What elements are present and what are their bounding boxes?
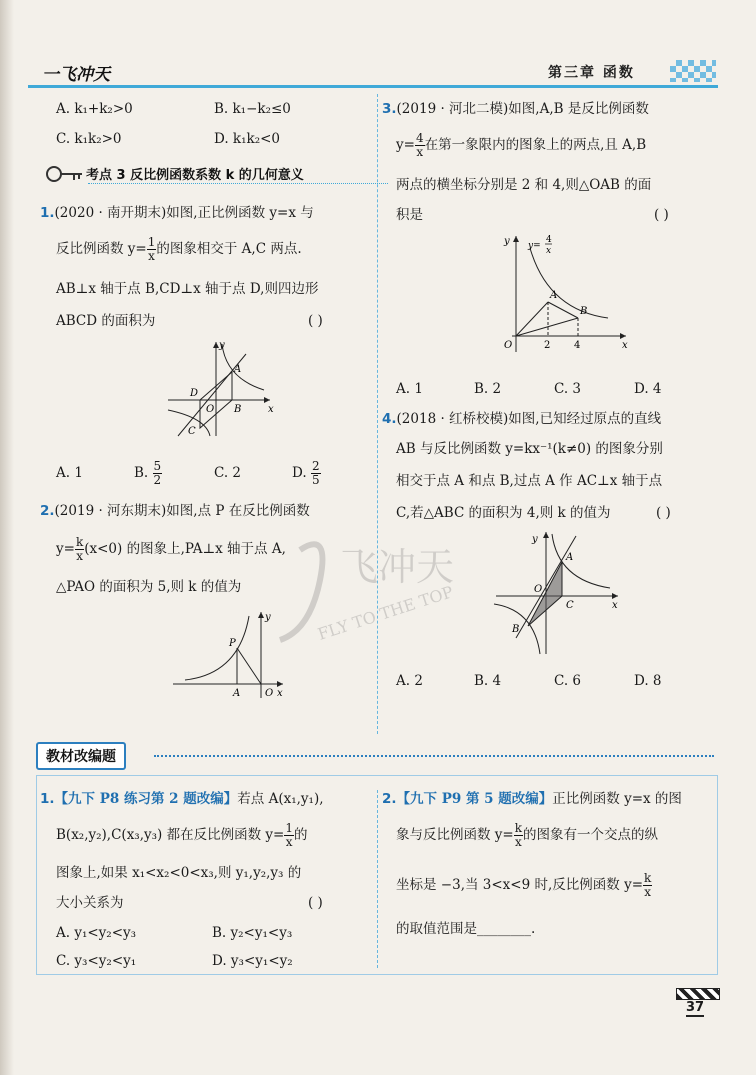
q4-source: (2018 · 红桥校模) <box>396 411 509 427</box>
page-number: 37 <box>686 1000 705 1015</box>
q3-fig-y: y <box>504 236 510 247</box>
q1-number: 1. <box>40 205 55 221</box>
watermark-sub: FLY TO THE TOP <box>315 582 456 644</box>
kaodian-underline <box>88 183 388 184</box>
q2-fig-p: P <box>229 638 236 649</box>
q1-line2-b: 的图象相交于 A,C 两点. <box>156 241 302 257</box>
q3-line1: 如图,A,B 是反比例函数 <box>508 101 649 117</box>
q2-line2-a: y= <box>56 541 75 557</box>
q4-line1: 如图,已知经过原点的直线 <box>508 411 662 427</box>
prev-option-a: A. k₁+k₂>0 <box>56 101 133 117</box>
q3-option-b: B. 2 <box>474 381 502 397</box>
key-icon <box>44 163 84 185</box>
header-checker-decoration <box>670 60 716 82</box>
watermark-main: 飞冲天 <box>340 545 455 589</box>
q1-option-c: C. 2 <box>214 465 242 481</box>
q3-fig-tick4: 4 <box>574 340 581 351</box>
q1-line3: AB⊥x 轴于点 B,CD⊥x 轴于点 D,则四边形 <box>56 281 319 297</box>
q3-line4: 积是 <box>396 207 423 223</box>
q4-line3: 相交于点 A 和点 B,过点 A 作 AC⊥x 轴于点 <box>396 473 663 489</box>
section-title: 教材改编题 <box>36 742 126 770</box>
q3-fig-o: O <box>504 340 513 351</box>
q2-line2-b: (x<0) 的图象上,PA⊥x 轴于点 A, <box>84 541 286 557</box>
t1-option-b: B. y₂<y₁<y₃ <box>212 925 293 941</box>
bottom-column-divider <box>377 790 378 968</box>
q1-line4: ABCD 的面积为 <box>56 313 156 329</box>
q4-fig-b: B <box>512 624 520 635</box>
q1-fig-c: C <box>188 426 196 437</box>
q3-source: (2019 · 河北二模) <box>396 101 509 117</box>
q3-line3: 两点的横坐标分别是 2 和 4,则△OAB 的面 <box>396 177 652 193</box>
q2-line1: 如图,点 P 在反比例函数 <box>166 503 310 519</box>
page-number-stripes <box>676 988 720 1000</box>
watermark <box>260 520 520 660</box>
q1-option-a: A. 1 <box>56 465 83 481</box>
q2-source: (2019 · 河东期末) <box>54 503 167 519</box>
q2-number: 2. <box>40 503 55 519</box>
q4-option-a: A. 2 <box>396 673 423 689</box>
header-rule <box>28 85 718 88</box>
q3-line2-a: y= <box>396 137 415 153</box>
q3-line2-b: 在第一象限内的图象上的两点,且 A,B <box>424 137 647 153</box>
question-1 <box>40 198 370 488</box>
q1-line2-a: 反比例函数 y= <box>56 241 147 257</box>
q3-option-a: A. 1 <box>396 381 423 397</box>
q1-source: (2020 · 南开期末) <box>54 205 167 221</box>
q4-option-d: D. 8 <box>634 673 662 689</box>
t1-answer-paren: ( ) <box>308 895 323 911</box>
page-header <box>28 58 718 90</box>
t1-line4: 大小关系为 <box>56 895 124 911</box>
q3-fig-a: A <box>550 290 558 301</box>
q3-fig-fn: y= <box>528 241 541 251</box>
q1-line1: 如图,正比例函数 y=x 与 <box>166 205 314 221</box>
section-dotted-rule <box>154 755 714 757</box>
q4-fig-o: O <box>534 584 543 595</box>
t2-tag: 【九下 P9 第 5 题改编】 <box>396 791 553 807</box>
t2-line1: 正比例函数 y=x 的图 <box>552 791 682 807</box>
q4-line4: C,若△ABC 的面积为 4,则 k 的值为 <box>396 505 611 521</box>
t2-line4: 的取值范围是________. <box>396 921 536 937</box>
q1-option-d: D. $\frac{2}{5}$ <box>292 459 320 487</box>
q3-figure <box>502 230 632 356</box>
prev-option-d: D. k₁k₂<0 <box>214 131 281 147</box>
q4-fig-y: y <box>532 534 538 545</box>
prev-option-b: B. k₁−k₂≤0 <box>214 101 291 117</box>
q1-fig-o: O <box>206 404 215 415</box>
q1-fig-x: x <box>268 404 274 415</box>
t1-line2-a: B(x₂,y₂),C(x₃,y₃) 都在反比例函数 y= <box>56 827 285 843</box>
textbook-question-2 <box>382 784 717 974</box>
section-header <box>36 742 716 768</box>
q3-fig-x: x <box>622 340 628 351</box>
t1-line1: 若点 A(x₁,y₁), <box>237 791 324 807</box>
q2-fig-y: y <box>265 612 271 623</box>
t1-fraction: $\frac{1}{x}$ <box>285 821 293 849</box>
q3-fraction: $\frac{4}{x}$ <box>415 131 424 159</box>
q4-option-b: B. 4 <box>474 673 502 689</box>
q1-fig-d: D <box>190 388 199 399</box>
t2-line2-a: 象与反比例函数 y= <box>396 827 514 843</box>
watermark-art <box>260 520 520 660</box>
q1-figure <box>160 338 280 438</box>
t1-option-a: A. y₁<y₂<y₃ <box>56 925 137 941</box>
t1-line3: 图象上,如果 x₁<x₂<0<x₃,则 y₁,y₂,y₃ 的 <box>56 865 302 881</box>
textbook-question-1 <box>40 784 370 974</box>
t1-option-d: D. y₃<y₁<y₂ <box>212 953 293 969</box>
q2-fig-a: A <box>233 688 241 699</box>
kaodian-heading <box>44 163 304 185</box>
q4-number: 4. <box>382 411 397 427</box>
q2-fig-x: x <box>277 688 283 699</box>
q1-answer-paren: ( ) <box>308 313 323 329</box>
question-3 <box>382 94 717 404</box>
page-number-badge <box>676 988 722 1020</box>
q1-option-b: B. $\frac{5}{2}$ <box>134 459 162 487</box>
kaodian-label: 考点 3 反比例函数系数 k 的几何意义 <box>86 168 304 183</box>
q3-fig-fn-num: 4 <box>546 235 552 245</box>
q3-option-c: C. 3 <box>554 381 582 397</box>
q1-fig-b: B <box>234 404 242 415</box>
q3-fig-tick2: 2 <box>544 340 551 351</box>
t2-number: 2. <box>382 791 397 807</box>
t1-number: 1. <box>40 791 55 807</box>
t2-line2-b: 的图象有一个交点的纵 <box>523 827 659 843</box>
t2-fraction: $\frac{k}{x}$ <box>514 821 523 849</box>
t2-fraction-2: $\frac{k}{x}$ <box>644 871 652 899</box>
q4-fig-x: x <box>612 600 618 611</box>
q2-fig-o: O <box>265 688 274 699</box>
q4-answer-paren: ( ) <box>656 505 671 521</box>
q4-option-c: C. 6 <box>554 673 582 689</box>
q1-fig-a: A <box>234 364 242 375</box>
t2-line3-a: 坐标是 −3,当 3<x<9 时,反比例函数 y= <box>396 877 644 893</box>
q3-fig-b: B <box>580 306 588 317</box>
q4-fig-a: A <box>566 552 574 563</box>
t1-option-c: C. y₃<y₂<y₁ <box>56 953 137 969</box>
q4-fig-c: C <box>566 600 574 611</box>
q1-fig-y: y <box>219 340 225 351</box>
q3-number: 3. <box>382 101 397 117</box>
q2-fraction: $\frac{k}{x}$ <box>75 535 84 563</box>
q1-fraction: $\frac{1}{x}$ <box>147 235 156 263</box>
chapter-title: 第三章 函数 <box>548 65 635 81</box>
brand-logo: 一飞冲天 <box>42 65 110 85</box>
prev-option-c: C. k₁k₂>0 <box>56 131 122 147</box>
q3-fig-fn-den: x <box>546 246 552 256</box>
t1-line2-b: 的 <box>293 827 308 843</box>
q3-answer-paren: ( ) <box>654 207 669 223</box>
q2-line3: △PAO 的面积为 5,则 k 的值为 <box>56 579 242 595</box>
t1-tag: 【九下 P8 练习第 2 题改编】 <box>54 791 238 807</box>
q3-option-d: D. 4 <box>634 381 662 397</box>
q4-line2: AB 与反比例函数 y=kx⁻¹(k≠0) 的图象分别 <box>396 441 663 457</box>
